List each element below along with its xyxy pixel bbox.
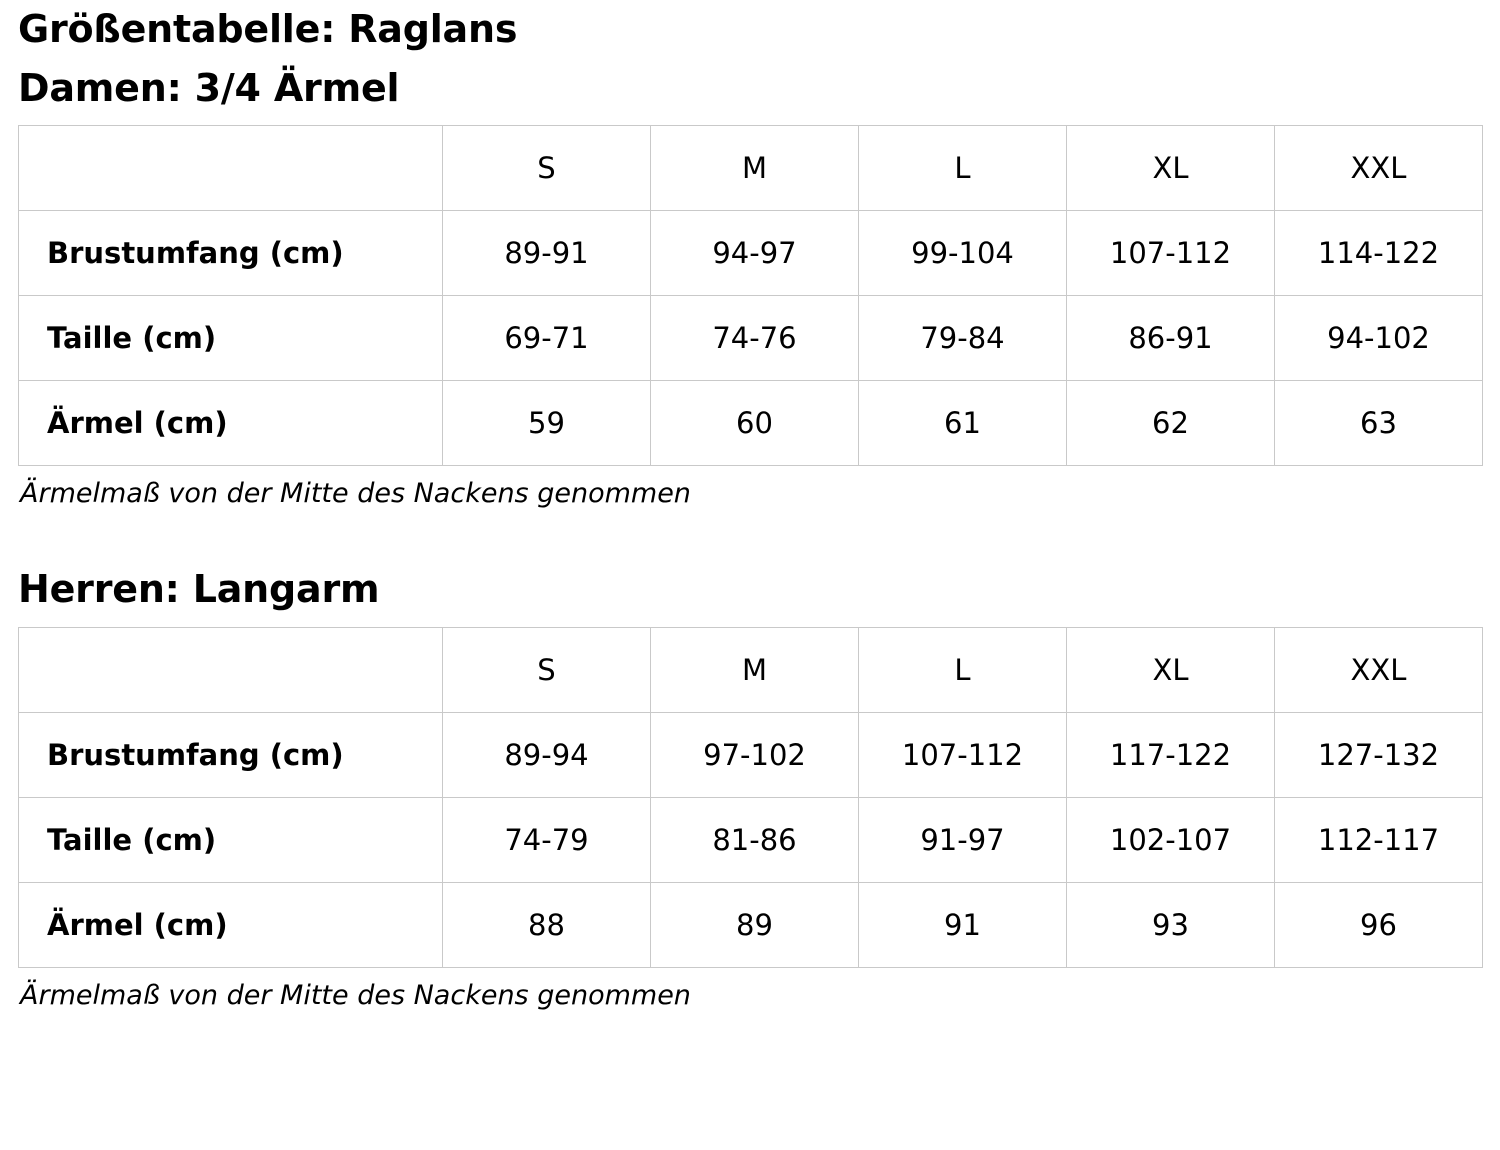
- cell-chest-s: 89-91: [443, 211, 651, 296]
- column-header-m: M: [651, 126, 859, 211]
- size-table-men: [18, 627, 1483, 968]
- page-title: Größentabelle: Raglans: [18, 7, 518, 51]
- cell-waist-l: 79-84: [859, 296, 1067, 381]
- table-header-row: [19, 627, 1483, 712]
- table-row: [19, 296, 1483, 381]
- cell-waist-s: 74-79: [443, 797, 651, 882]
- section-heading-women: Damen: 3/4 Ärmel: [18, 65, 400, 110]
- cell-sleeve-s: 59: [443, 381, 651, 466]
- cell-chest-l: 107-112: [859, 712, 1067, 797]
- cell-chest-m: 97-102: [651, 712, 859, 797]
- cell-sleeve-l: 61: [859, 381, 1067, 466]
- column-header-l: L: [859, 627, 1067, 712]
- row-label-waist: Taille (cm): [19, 797, 443, 882]
- row-label-chest: Brustumfang (cm): [19, 211, 443, 296]
- row-label-waist: Taille (cm): [19, 296, 443, 381]
- cell-waist-m: 74-76: [651, 296, 859, 381]
- cell-chest-xl: 107-112: [1067, 211, 1275, 296]
- cell-chest-xl: 117-122: [1067, 712, 1275, 797]
- table-corner-cell: [19, 627, 443, 712]
- column-header-xxl: XXL: [1275, 126, 1483, 211]
- table-row: [19, 712, 1483, 797]
- cell-sleeve-xl: 93: [1067, 882, 1275, 967]
- cell-waist-xl: 86-91: [1067, 296, 1275, 381]
- row-label-sleeve: Ärmel (cm): [19, 381, 443, 466]
- cell-sleeve-xxl: 63: [1275, 381, 1483, 466]
- column-header-xl: XL: [1067, 126, 1275, 211]
- table-note-women: Ärmelmaß von der Mitte des Nackens genommen: [20, 478, 691, 510]
- cell-waist-xl: 102-107: [1067, 797, 1275, 882]
- cell-sleeve-xxl: 96: [1275, 882, 1483, 967]
- cell-sleeve-m: 89: [651, 882, 859, 967]
- cell-chest-xxl: 127-132: [1275, 712, 1483, 797]
- column-header-xl: XL: [1067, 627, 1275, 712]
- cell-sleeve-s: 88: [443, 882, 651, 967]
- cell-waist-xxl: 94-102: [1275, 296, 1483, 381]
- cell-sleeve-l: 91: [859, 882, 1067, 967]
- table-row: [19, 797, 1483, 882]
- table-row: [19, 211, 1483, 296]
- row-label-sleeve: Ärmel (cm): [19, 882, 443, 967]
- cell-sleeve-m: 60: [651, 381, 859, 466]
- row-label-chest: Brustumfang (cm): [19, 712, 443, 797]
- table-note-men: Ärmelmaß von der Mitte des Nackens genommen: [20, 979, 691, 1011]
- table-corner-cell: [19, 126, 443, 211]
- column-header-l: L: [859, 126, 1067, 211]
- cell-chest-m: 94-97: [651, 211, 859, 296]
- column-header-xxl: XXL: [1275, 627, 1483, 712]
- table-header-row: [19, 126, 1483, 211]
- cell-waist-s: 69-71: [443, 296, 651, 381]
- table-row: [19, 381, 1483, 466]
- column-header-m: M: [651, 627, 859, 712]
- cell-chest-s: 89-94: [443, 712, 651, 797]
- cell-sleeve-xl: 62: [1067, 381, 1275, 466]
- table-row: [19, 882, 1483, 967]
- cell-waist-xxl: 112-117: [1275, 797, 1483, 882]
- size-table-women: [18, 125, 1483, 466]
- cell-chest-l: 99-104: [859, 211, 1067, 296]
- column-header-s: S: [443, 126, 651, 211]
- cell-chest-xxl: 114-122: [1275, 211, 1483, 296]
- column-header-s: S: [443, 627, 651, 712]
- section-heading-men: Herren: Langarm: [18, 567, 380, 612]
- cell-waist-m: 81-86: [651, 797, 859, 882]
- cell-waist-l: 91-97: [859, 797, 1067, 882]
